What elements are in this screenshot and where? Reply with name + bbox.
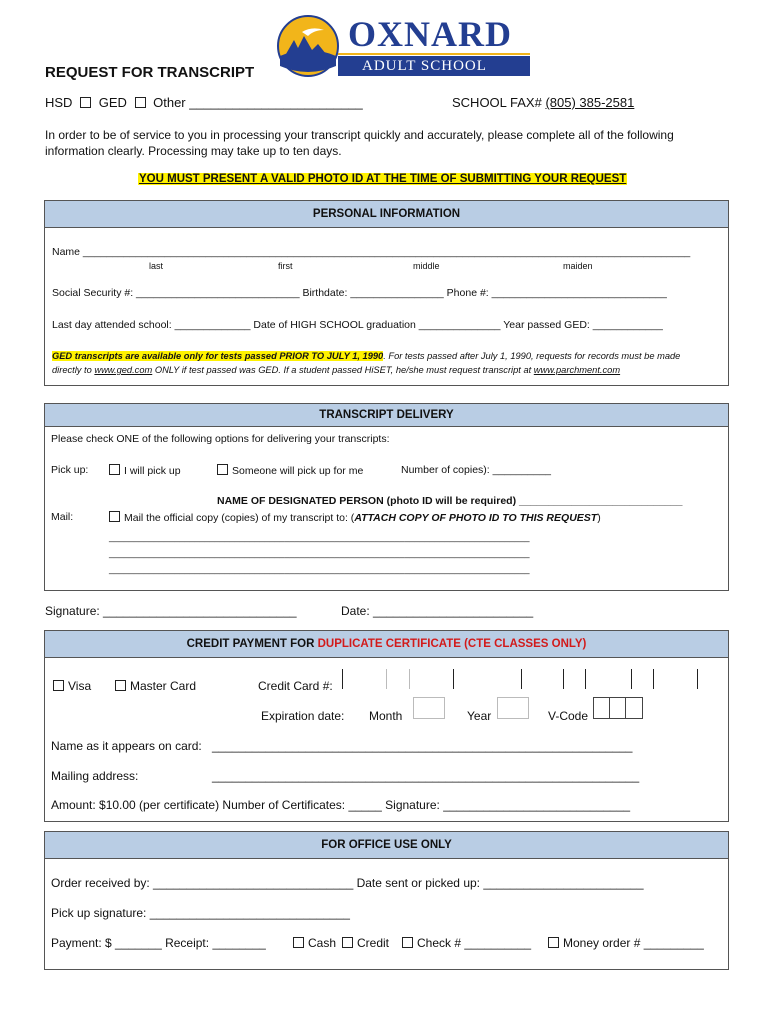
- ged-note-text-1: . For tests passed after July 1, 1990, requests for records must be made: [383, 351, 681, 361]
- ged-note-text-3: ONLY if test passed was GED. If a student passed HiSET, he/she must request transcript at: [152, 365, 534, 375]
- cash-option[interactable]: [293, 936, 336, 950]
- school-fax: [452, 95, 634, 110]
- name-sub-first: first: [278, 261, 293, 271]
- name-field[interactable]: Name ________________________________________________________________________________________________________: [52, 246, 691, 258]
- logo-name: OXNARD: [348, 14, 512, 54]
- ged-note-highlight: GED transcripts are available only for tests passed PRIOR TO JULY 1, 1990: [52, 351, 384, 361]
- opt-mail[interactable]: [109, 511, 601, 524]
- mail-attach-note: ATTACH COPY OF PHOTO ID TO THIS REQUEST: [354, 512, 598, 524]
- credit-label: Credit: [357, 936, 390, 950]
- attendance-fields[interactable]: Last day attended school: _____________ Date of HIGH SCHOOL graduation ______________ Year passed GED: ____________: [52, 319, 663, 331]
- mastercard-option[interactable]: [115, 679, 196, 693]
- other-pickup-checkbox[interactable]: [217, 464, 228, 475]
- name-sub-maiden: maiden: [563, 261, 593, 271]
- ged-link[interactable]: www.ged.com: [94, 365, 153, 375]
- cardholder-name-field[interactable]: _______________________________________________________________: [212, 739, 633, 753]
- photo-id-warning: YOU MUST PRESENT A VALID PHOTO ID AT THE TIME OF SUBMITTING YOUR REQUEST: [139, 173, 627, 185]
- money-order-checkbox[interactable]: [548, 937, 559, 948]
- check-checkbox[interactable]: [402, 937, 413, 948]
- fax-label: SCHOOL FAX#: [452, 95, 542, 110]
- mail-address-line-1[interactable]: ____________________________________________________________________________________: [109, 532, 530, 542]
- delivery-header: TRANSCRIPT DELIVERY: [45, 404, 728, 427]
- year-input[interactable]: [497, 697, 529, 719]
- credit-card-number-input[interactable]: [341, 669, 711, 691]
- credit-checkbox[interactable]: [342, 937, 353, 948]
- order-received-fields[interactable]: Order received by: ______________________________ Date sent or picked up: ________________________: [51, 876, 644, 890]
- ged-label: GED: [98, 95, 127, 110]
- credit-payment-section: [44, 630, 729, 822]
- credit-card-label: Credit Card #:: [258, 679, 333, 693]
- credit-option[interactable]: [342, 936, 389, 950]
- intro-line-2: information clearly. Processing may take up to ten days.: [45, 144, 342, 158]
- mailing-address-label: Mailing address:: [51, 769, 139, 783]
- oxnard-logo: [272, 14, 534, 78]
- name-sub-last: last: [149, 261, 164, 271]
- office-use-section: [44, 831, 729, 970]
- program-options: [45, 95, 363, 110]
- self-pickup-label: I will pick up: [124, 465, 181, 477]
- mail-text: Mail the official copy (copies) of my transcript to: (: [124, 512, 355, 524]
- mastercard-label: Master Card: [130, 679, 197, 693]
- visa-option[interactable]: [53, 679, 91, 693]
- money-order-option[interactable]: [548, 936, 704, 950]
- page-title: REQUEST FOR TRANSCRIPT: [45, 64, 255, 81]
- pickup-signature-field[interactable]: Pick up signature: ______________________________: [51, 906, 350, 920]
- payment-receipt-fields[interactable]: Payment: $ _______ Receipt: ________: [51, 936, 266, 950]
- cardholder-name-label: Name as it appears on card:: [51, 739, 202, 753]
- month-label: Month: [369, 709, 403, 723]
- self-pickup-checkbox[interactable]: [109, 464, 120, 475]
- parchment-link[interactable]: www.parchment.com: [533, 365, 621, 375]
- mailing-address-field[interactable]: ________________________________________________________________: [212, 769, 640, 783]
- payment-header: [45, 631, 728, 658]
- mastercard-checkbox[interactable]: [115, 680, 126, 691]
- designated-person-field[interactable]: NAME OF DESIGNATED PERSON (photo ID will be required) ____________________________: [217, 495, 683, 507]
- hsd-checkbox[interactable]: [80, 97, 91, 108]
- ged-checkbox[interactable]: [135, 97, 146, 108]
- ssn-birthdate-phone-fields[interactable]: Social Security #: ____________________________ Birthdate: ________________ Phone #: ______________________________: [52, 287, 667, 299]
- visa-label: Visa: [68, 679, 92, 693]
- mail-address-line-3[interactable]: ____________________________________________________________________________________: [109, 564, 530, 574]
- hsd-label: HSD: [45, 95, 73, 110]
- pickup-label: Pick up:: [51, 464, 89, 476]
- vcode-input[interactable]: [593, 697, 643, 719]
- delivery-instruction: Please check ONE of the following options for delivering your transcripts:: [51, 433, 390, 445]
- mail-close: ): [597, 512, 601, 524]
- other-pickup-label: Someone will pick up for me: [232, 465, 364, 477]
- ged-note-text-2: directly to: [52, 365, 95, 375]
- fax-number: (805) 385-2581: [545, 95, 635, 110]
- copies-field[interactable]: Number of copies): __________: [401, 464, 552, 476]
- cash-label: Cash: [308, 936, 337, 950]
- personal-info-section: [44, 200, 729, 386]
- year-label: Year: [467, 709, 492, 723]
- intro-line-1: In order to be of service to you in processing your transcript quickly and accurately, please complete all of the following: [45, 128, 674, 142]
- logo-subtitle: ADULT SCHOOL: [362, 58, 487, 74]
- mail-checkbox[interactable]: [109, 511, 120, 522]
- transcript-delivery-section: [44, 403, 729, 591]
- intro-text: [45, 127, 674, 159]
- office-header: FOR OFFICE USE ONLY: [45, 832, 728, 859]
- cash-checkbox[interactable]: [293, 937, 304, 948]
- payment-header-text: CREDIT PAYMENT FOR: [186, 638, 318, 650]
- opt-other-pickup[interactable]: [217, 464, 363, 477]
- signature-field[interactable]: Signature: _____________________________: [45, 604, 297, 618]
- month-input[interactable]: [413, 697, 445, 719]
- date-field[interactable]: Date: ________________________: [341, 604, 534, 618]
- check-number-field: Check # __________: [417, 936, 532, 950]
- mail-label: Mail:: [51, 511, 74, 523]
- other-field[interactable]: Other ________________________: [153, 95, 363, 110]
- personal-info-header: PERSONAL INFORMATION: [45, 201, 728, 228]
- opt-self-pickup[interactable]: [109, 464, 181, 477]
- vcode-label: V-Code: [548, 709, 589, 723]
- mail-address-line-2[interactable]: ____________________________________________________________________________________: [109, 548, 530, 558]
- visa-checkbox[interactable]: [53, 680, 64, 691]
- expiration-label: Expiration date:: [261, 709, 345, 723]
- name-sub-middle: middle: [413, 261, 440, 271]
- amount-certificates-signature[interactable]: Amount: $10.00 (per certificate) Number of Certificates: _____ Signature: ____________________________: [51, 798, 631, 812]
- check-option[interactable]: [402, 936, 531, 950]
- payment-header-highlight: DUPLICATE CERTIFICATE (CTE CLASSES ONLY): [317, 638, 587, 650]
- money-order-field: Money order # _________: [563, 936, 704, 950]
- ged-note: [52, 349, 680, 377]
